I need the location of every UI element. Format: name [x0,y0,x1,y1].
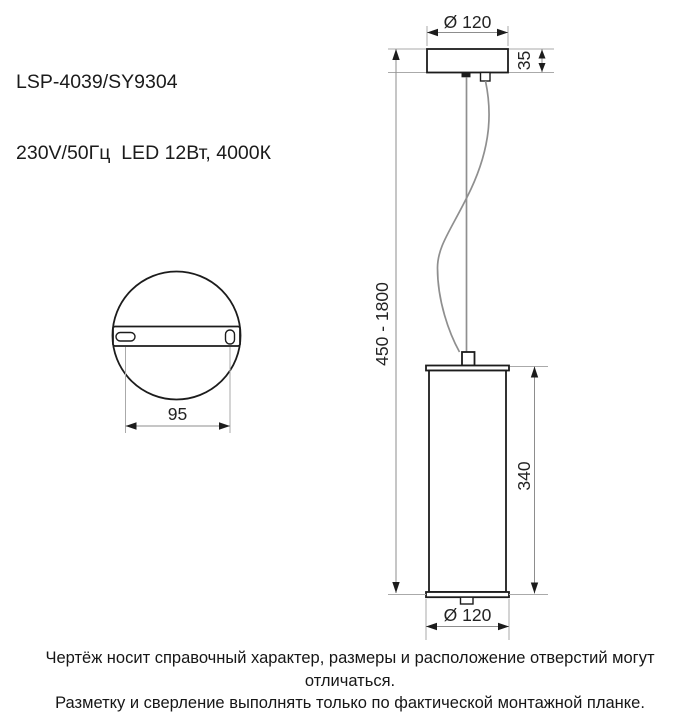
arrow-down-icon [539,63,546,72]
note-line-1: Чертёж носит справочный характер, размеры и расположение отверстий могут отличаться. [45,649,655,690]
arrow-up-icon [531,367,538,378]
arrow-down-icon [531,583,538,594]
electrical-specs: 230V/50Гц LED 12Вт, 4000К [16,141,271,164]
note-line-2: Разметку и сверление выполнять только по фактической монтажной планке. [55,694,645,712]
arrow-down-icon [392,582,399,593]
arrow-up-icon [392,49,399,60]
shade-bottom-cap [426,592,509,597]
dim-label-canopy-height: 35 [514,50,535,71]
arrow-right-icon [219,422,230,429]
arrow-right-icon [498,623,509,630]
cable-gland [462,73,471,78]
arrow-up-icon [539,50,546,59]
dim-label-suspension-length: 450 - 1800 [372,282,393,366]
arrow-left-icon [427,29,438,36]
dim-label-canopy-diameter: Ø 120 [443,12,492,32]
dim-label-hole-spacing: 95 [167,404,188,424]
mounting-slot-left [116,333,135,342]
arrow-right-icon [497,29,508,36]
canopy [427,49,508,73]
cable-ferrule [462,352,475,366]
arrow-left-icon [426,623,437,630]
cord-connector [481,73,491,82]
dim-label-shade-height: 340 [514,461,535,491]
arrow-left-icon [126,422,137,429]
model-number: LSP-4039/SY9304 [16,71,178,93]
mounting-slot-right [226,330,235,344]
bottom-finial [461,597,474,604]
dim-label-shade-diameter: Ø 120 [443,605,492,625]
power-cord [438,81,490,352]
shade-body [429,371,506,593]
disclaimer-notes [0,647,700,715]
